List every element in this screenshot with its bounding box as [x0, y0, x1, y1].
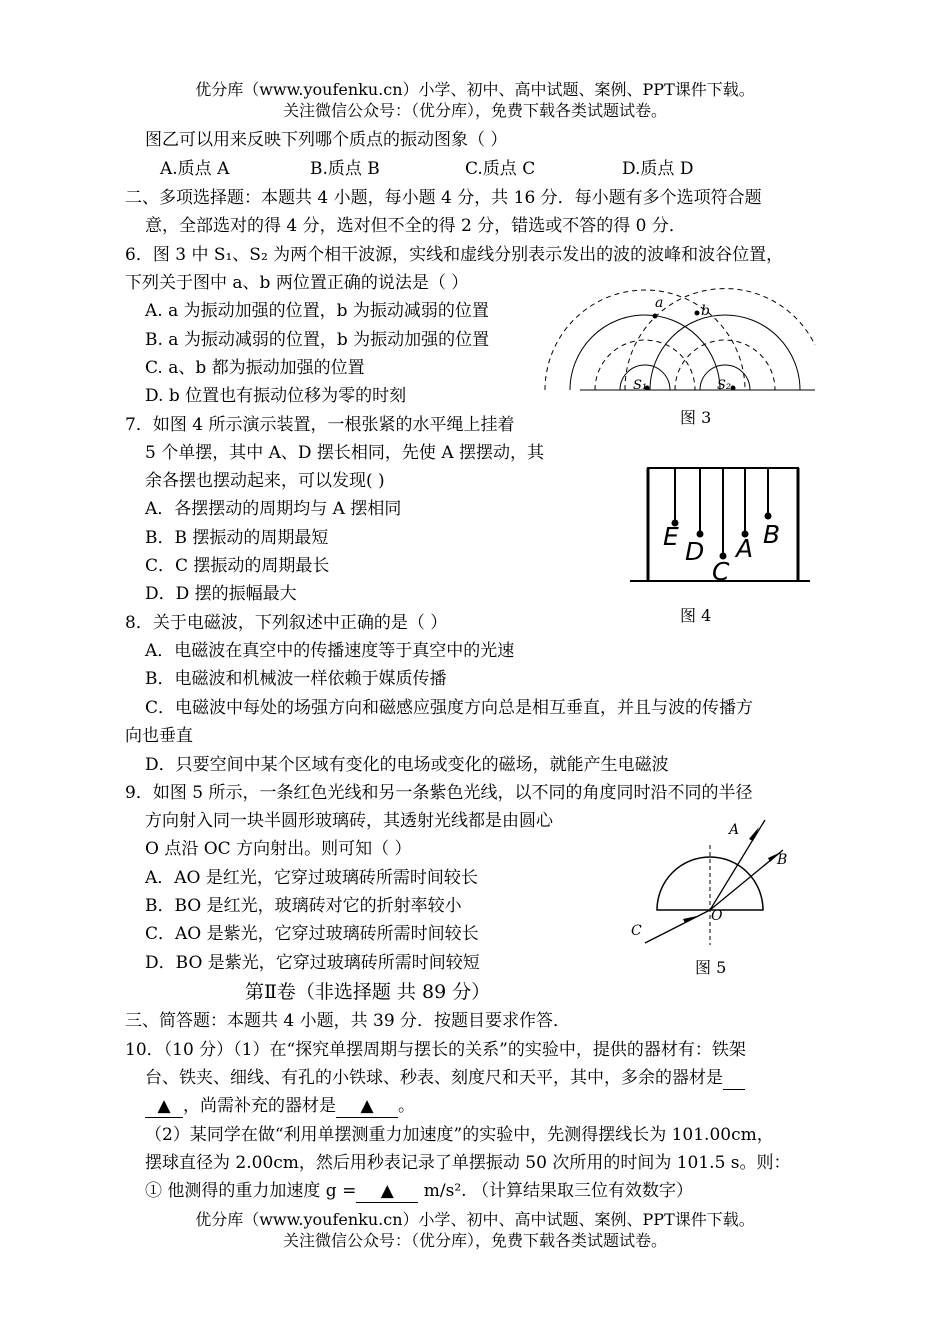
q5-option-a: A.质点 A: [160, 159, 230, 179]
q10-line-1: 10．（10 分）（1）在“探究单摆周期与摆长的关系”的实验中，提供的器材有：铁架: [125, 1040, 746, 1060]
q6-option-b: B. a 为振动减弱的位置，b 为振动加强的位置: [145, 330, 490, 350]
figure-4-caption: 图 4: [680, 606, 712, 625]
section2-line-1: 二、多项选择题：本题共 4 小题，每小题 4 分，共 16 分．每小题有多个选项符合题: [125, 188, 762, 208]
q10-line-6: ① 他测得的重力加速度 g = ▲ m/s². （计算结果取三位有效数字）: [145, 1181, 693, 1201]
label-b: b: [701, 303, 710, 319]
answer-blank-extra-stub[interactable]: [723, 1067, 745, 1090]
label-a: a: [655, 295, 664, 311]
q8-option-c-cont: 向也垂直: [125, 726, 193, 746]
footer-line-1: 优分库（www.youfenku.cn）小学、初中、高中试题、案例、PPT课件下载。: [195, 1210, 755, 1229]
figure-3-wave-interference: [575, 285, 820, 400]
q8-option-d: D．只要空间中某个区域有变化的电场或变化的磁场，就能产生电磁波: [145, 755, 669, 775]
answer-blank-gravity[interactable]: ▲: [356, 1180, 418, 1203]
footer-line-2: 关注微信公众号：（优分库），免费下载各类试题试卷。: [282, 1231, 667, 1250]
pendulum-label-a: A: [736, 534, 754, 563]
section2-line-2: 意，全部选对的得 4 分，选对但不全的得 2 分，错选或不答的得 0 分．: [145, 216, 686, 236]
figure-5-semicircle-glass: [625, 815, 805, 950]
ray-label-b: B: [777, 852, 788, 868]
ray-label-c: C: [631, 923, 642, 939]
center-label-o: O: [711, 908, 723, 924]
q5-option-b: B.质点 B: [310, 159, 380, 179]
answer-blank-needed-equipment[interactable]: ▲: [336, 1095, 398, 1118]
figure-3-caption: 图 3: [680, 408, 712, 427]
q7-line-2: 5 个单摆，其中 A、D 摆长相同，先使 A 摆摆动，其: [145, 443, 545, 463]
q9-line-3: O 点沿 OC 方向射出。则可知（ ）: [145, 839, 412, 859]
header-line-1: 优分库（www.youfenku.cn）小学、初中、高中试题、案例、PPT课件下载。: [195, 80, 755, 99]
point-b: [695, 311, 700, 316]
label-s1: S₁: [633, 378, 648, 393]
q9-option-a: A．AO 是红光，它穿过玻璃砖所需时间较长: [145, 868, 478, 888]
point-a: [653, 314, 658, 319]
pendulum-label-d: D: [685, 537, 705, 566]
q5-option-d: D.质点 D: [622, 159, 694, 179]
answer-blank-extra-equipment[interactable]: ▲: [145, 1095, 183, 1118]
q7-option-b: B．B 摆振动的周期最短: [145, 528, 329, 548]
q7-option-c: C．C 摆振动的周期最长: [145, 556, 330, 576]
q6-option-a: A. a 为振动加强的位置，b 为振动减弱的位置: [145, 301, 489, 321]
q8-option-c: C．电磁波中每处的场强方向和磁感应强度方向总是相互垂直，并且与波的传播方: [145, 698, 754, 718]
q6-line-1: 6．图 3 中 S₁、S₂ 为两个相干波源，实线和虚线分别表示发出的波的波峰和波谷位置，: [125, 245, 784, 265]
q6-option-d: D. b 位置也有振动位移为零的时刻: [145, 386, 407, 406]
q10-line-2: 台、铁夹、细线、有孔的小铁球、秒表、刻度尺和天平，其中，多余的器材是: [145, 1067, 745, 1090]
q7-line-3: 余各摆也摆动起来，可以发现( ): [145, 471, 385, 491]
pendulum-label-b: B: [763, 520, 781, 549]
q6-line-2: 下列关于图中 a、b 两位置正确的说法是（ ）: [125, 273, 469, 293]
q10-line-5: 摆球直径为 2.00cm，然后用秒表记录了单摆振动 50 次所用的时间为 101.5 s。则：: [145, 1153, 791, 1173]
q5-stem: 图乙可以用来反映下列哪个质点的振动图象（ ）: [145, 130, 508, 150]
pendulum-label-e: E: [663, 522, 679, 551]
section3-heading: 三、简答题：本题共 4 小题，共 39 分．按题目要求作答．: [125, 1011, 571, 1031]
q6-option-c: C. a、b 都为振动加强的位置: [145, 358, 365, 378]
q9-option-c: C．AO 是紫光，它穿过玻璃砖所需时间较长: [145, 924, 479, 944]
header-line-2: 关注微信公众号：（优分库），免费下载各类试题试卷。: [282, 101, 667, 120]
q9-option-d: D．BO 是紫光，它穿过玻璃砖所需时间较短: [145, 953, 480, 973]
q5-option-c: C.质点 C: [465, 159, 536, 179]
q8-option-b: B．电磁波和机械波一样依赖于媒质传播: [145, 669, 447, 689]
q8-stem: 8．关于电磁波，下列叙述中正确的是（ ）: [125, 613, 448, 633]
q7-option-d: D．D 摆的振幅最大: [145, 584, 297, 604]
q9-line-1: 9．如图 5 所示，一条红色光线和另一条紫色光线，以不同的角度同时沿不同的半径: [125, 783, 753, 803]
figure-5-caption: 图 5: [695, 958, 727, 977]
q10-line-3: ▲ ，尚需补充的器材是 ▲ 。: [145, 1095, 415, 1118]
q9-line-2: 方向射入同一块半圆形玻璃砖，其透射光线都是由圆心: [145, 811, 553, 831]
q9-option-b: B．BO 是红光，玻璃砖对它的折射率较小: [145, 896, 462, 916]
pendulum-label-c: C: [712, 557, 730, 586]
part2-title: 第Ⅱ卷（非选择题 共 89 分）: [245, 981, 491, 1003]
q8-option-a: A．电磁波在真空中的传播速度等于真空中的光速: [145, 641, 515, 661]
figure-4-pendulums: [630, 465, 810, 585]
q7-option-a: A．各摆摆动的周期均与 A 摆相同: [145, 499, 402, 519]
ray-label-a: A: [729, 822, 740, 838]
label-s2: S₂: [717, 378, 732, 393]
q10-line-4: （2）某同学在做“利用单摆测重力加速度”的实验中，先测得摆线长为 101.00cm，: [145, 1125, 774, 1145]
q7-line-1: 7．如图 4 所示演示装置，一根张紧的水平绳上挂着: [125, 415, 515, 435]
